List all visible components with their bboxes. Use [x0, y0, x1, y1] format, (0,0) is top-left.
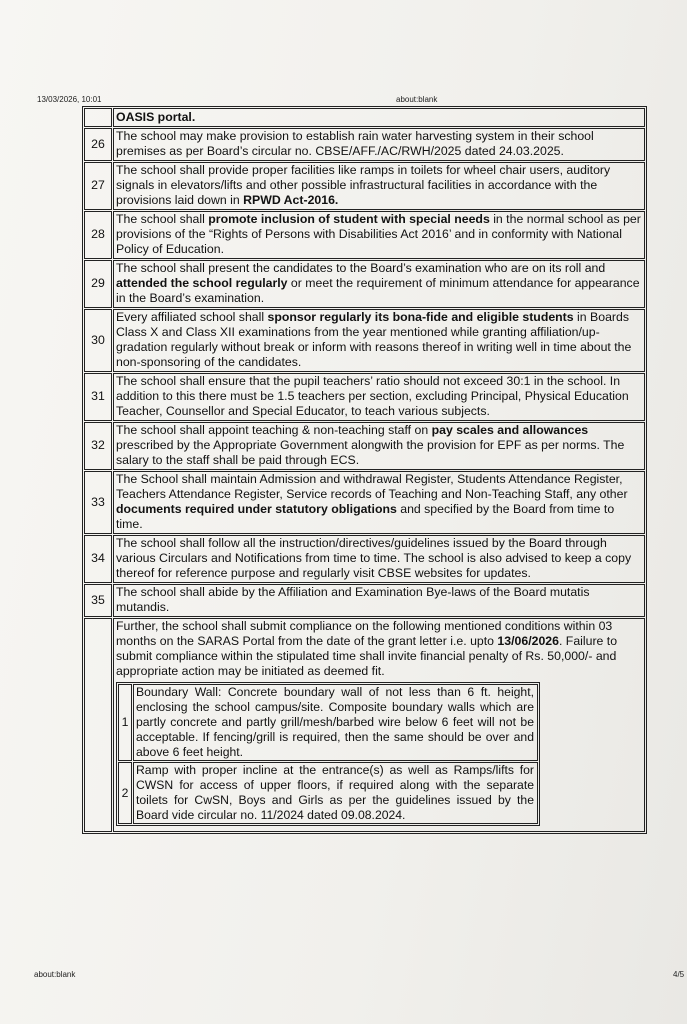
bold-text-run: pay scales and allowances: [431, 423, 589, 437]
table-row: [84, 618, 645, 832]
table-row: [84, 211, 645, 259]
compliance-intro: [116, 619, 642, 679]
row-text: The school may make provision to establish rain water harvesting system in their school premises as per Board’s circular no. CBSE/AFF./AC/RWH/2025 dated 24.03.2025.: [113, 128, 645, 161]
table-row: [84, 128, 645, 161]
page-number: 4/5: [673, 970, 685, 979]
row-number: 33: [84, 471, 112, 534]
row-number: 29: [84, 260, 112, 308]
table-row: [84, 584, 645, 617]
table-row: [84, 373, 645, 421]
bold-text-run: documents required under statutory obligations: [116, 502, 397, 516]
table-row: [84, 260, 645, 308]
row-text: The school shall follow all the instruction/directives/guidelines issued by the Board through various Circulars and Notifications from time to time. The school is also advised to keep a copy thereof for reference purpose and regularly visit CBSE websites for updates.: [113, 535, 645, 583]
row-number: 28: [84, 211, 112, 259]
table-row: [84, 108, 645, 127]
text-run: in Boards Class X and Class XII examinations from the year mentioned while granting affiliation/up-gradation regularly without break or inform with reasons thereof in writing well in time about the non-sponsoring of the candidates.: [116, 310, 632, 369]
row-number: 26: [84, 128, 112, 161]
row-text: [113, 309, 645, 372]
conditions-table: [82, 106, 647, 834]
text-run: in the normal school as per provisions of the “Rights of Persons with Disabilities Act 2016’ and in conformity with National Policy of Education.: [116, 212, 641, 256]
bold-text-run: sponsor regularly its bona-fide and eligible students: [267, 310, 574, 324]
table-row: [84, 535, 645, 583]
row-number: 27: [84, 162, 112, 210]
table-row: [84, 422, 645, 470]
text-run: . Failure to submit compliance within the stipulated time shall invite financial penalty of Rs. 50,000/- and appropriate action may be initiated as deemed fit.: [116, 634, 618, 678]
row-number: 31: [84, 373, 112, 421]
row-text: [113, 471, 645, 534]
bold-text-run: promote inclusion of student with special needs: [208, 212, 490, 226]
table-row: [118, 762, 538, 824]
print-datetime: 13/03/2026, 10:01: [37, 95, 102, 104]
row-text: [113, 260, 645, 308]
bleed-through-text: [120, 52, 640, 67]
table-row: [118, 684, 538, 761]
compliance-conditions-table: [116, 682, 540, 826]
row-text: The school shall abide by the Affiliation and Examination Bye-laws of the Board mutatis mutandis.: [113, 584, 645, 617]
text-run: The school shall: [116, 212, 209, 226]
bold-text-run: RPWD Act-2016.: [243, 193, 339, 207]
text-run: The School shall maintain Admission and withdrawal Register, Students Attendance Register, Teachers Attendance Register, Service records of Teaching and Non-Teaching Staff, any other: [116, 472, 628, 501]
condition-text: Ramp with proper incline at the entrance(s) as well as Ramps/lifts for CWSN for access of upper floors, if required along with the separate toilets for CwSN, Boys and Girls as per the guidelines issued by the Board vide circular no. 11/2024 dated 09.08.2024.: [133, 762, 538, 824]
row-text: [113, 211, 645, 259]
text-run: or meet the requirement of minimum attendance for appearance in the Board’s examination.: [116, 276, 640, 305]
row-text: OASIS portal.: [113, 108, 645, 127]
condition-number: 2: [118, 762, 132, 824]
row-text: The school shall ensure that the pupil teachers’ ratio should not exceed 30:1 in the school. In addition to this there must be 1.5 teachers per section, excluding Principal, Physical Education Teacher, Counsellor and Special Educator, to teach various subjects.: [113, 373, 645, 421]
row-number: 34: [84, 535, 112, 583]
compliance-section: [113, 618, 645, 832]
table-row: [84, 162, 645, 210]
bold-text-run: attended the school regularly: [116, 276, 288, 290]
text-run: The school shall present the candidates to the Board’s examination who are on its roll and: [116, 261, 606, 275]
text-run: prescribed by the Appropriate Government alongwith the provision for EPF as per norms. The salary to the staff shall be paid through ECS.: [116, 438, 625, 467]
text-run: The school shall appoint teaching & non-teaching staff on: [116, 423, 432, 437]
table-row: [84, 471, 645, 534]
row-text: [113, 422, 645, 470]
row-number: 30: [84, 309, 112, 372]
text-run: Further, the school shall submit compliance on the following mentioned conditions within 03 months on the SARAS Portal from the date of the grant letter i.e. upto: [116, 619, 613, 648]
condition-number: 1: [118, 684, 132, 761]
footer-url: about:blank: [34, 970, 76, 979]
row-text: [113, 162, 645, 210]
row-number: 35: [84, 584, 112, 617]
text-run: and specified by the Board from time to time.: [116, 502, 615, 531]
compliance-deadline: 13/06/2026: [497, 634, 559, 648]
conditions-document: [82, 106, 649, 968]
row-number: [84, 618, 112, 832]
row-number: 32: [84, 422, 112, 470]
condition-text: Boundary Wall: Concrete boundary wall of not less than 6 ft. height, enclosing the school campus/site. Composite boundary walls which are partly concrete and partly grill/mesh/barbed wire below 6 feet will not be acceptable. If fencing/grill is required, then the same should be over and above 6 feet height.: [133, 684, 538, 761]
text-run: The school shall provide proper facilities like ramps in toilets for wheel chair users, auditory signals in elevators/lifts and other possible infrastructural facilities in accordance with the provisions laid down in: [116, 163, 611, 207]
text-run: Every affiliated school shall: [116, 310, 268, 324]
print-url: about:blank: [396, 95, 438, 104]
table-row: [84, 309, 645, 372]
row-number: [84, 108, 112, 127]
